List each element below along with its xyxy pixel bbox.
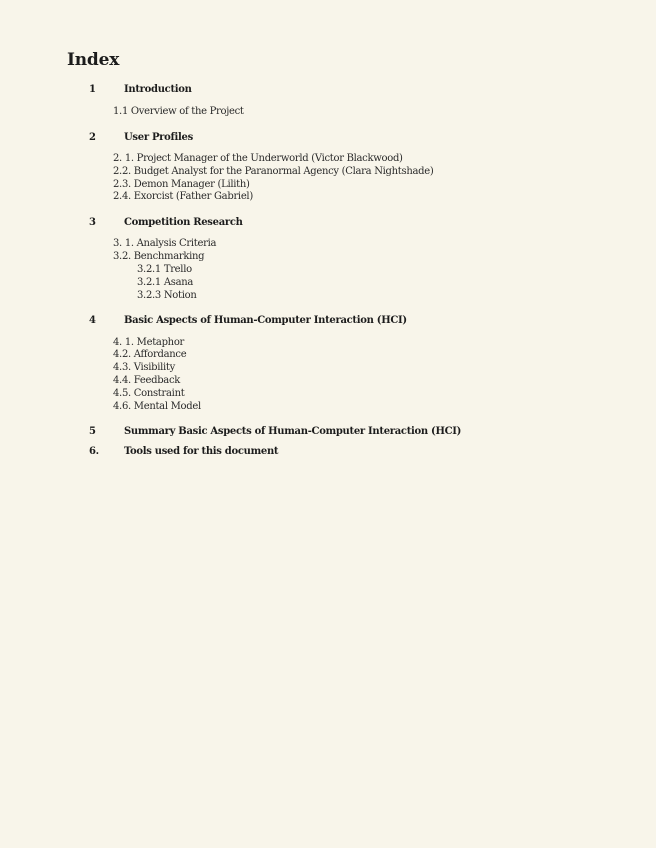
section-4-title: Basic Aspects of Human-Computer Interaction (HCI): [124, 315, 407, 326]
section-2-title: User Profiles: [124, 132, 193, 143]
section-4-number: 4: [89, 315, 96, 326]
toc-item-2-2: 2.2. Budget Analyst for the Paranormal Agency (Clara Nightshade): [113, 166, 434, 177]
toc-item-4-4: 4.4. Feedback: [113, 375, 181, 386]
toc-item-1-1: 1.1 Overview of the Project: [113, 106, 244, 117]
section-1-title: Introduction: [124, 84, 192, 95]
toc-item-3-1: 3. 1. Analysis Criteria: [113, 238, 217, 249]
toc-item-3-2-1-asana: 3.2.1 Asana: [137, 277, 194, 288]
toc-item-2-4: 2.4. Exorcist (Father Gabriel): [113, 191, 253, 202]
toc-item-4-3: 4.3. Visibility: [113, 362, 175, 373]
section-3-title: Competition Research: [124, 217, 243, 228]
toc-item-4-1: 4. 1. Metaphor: [113, 337, 185, 348]
toc-item-4-5: 4.5. Constraint: [113, 388, 185, 399]
section-6-title: Tools used for this document: [124, 446, 279, 457]
toc-item-2-1: 2. 1. Project Manager of the Underworld (Victor Blackwood): [113, 153, 403, 164]
index-title: Index: [67, 50, 120, 70]
toc-item-4-2: 4.2. Affordance: [113, 349, 187, 360]
toc-item-4-6: 4.6. Mental Model: [113, 401, 201, 412]
section-5-number: 5: [89, 426, 96, 437]
section-3-number: 3: [89, 217, 96, 228]
toc-item-3-2-3-notion: 3.2.3 Notion: [137, 290, 197, 301]
toc-item-3-2: 3.2. Benchmarking: [113, 251, 205, 262]
toc-item-2-3: 2.3. Demon Manager (Lilith): [113, 179, 250, 190]
section-5-title: Summary Basic Aspects of Human-Computer Interaction (HCI): [124, 426, 462, 437]
section-1-number: 1: [89, 84, 96, 95]
toc-item-3-2-1-trello: 3.2.1 Trello: [137, 264, 192, 275]
section-6-number: 6.: [89, 446, 99, 457]
section-2-number: 2: [89, 132, 96, 143]
